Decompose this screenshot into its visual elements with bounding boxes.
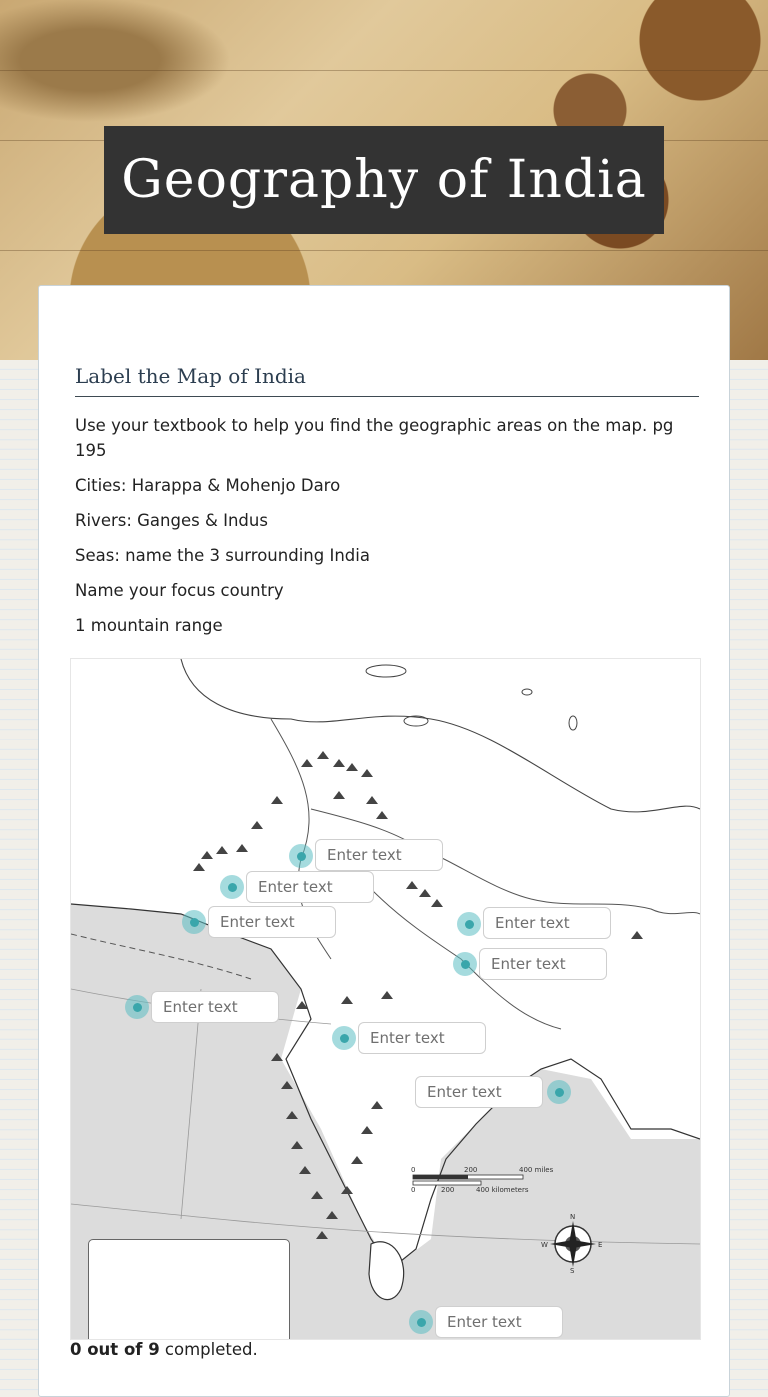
label-input-1[interactable] [315, 839, 443, 871]
label-hotspot-8[interactable] [547, 1080, 571, 1104]
label-hotspot-4[interactable] [457, 912, 481, 936]
instruction-line: 1 mountain range [75, 616, 223, 635]
svg-text:0: 0 [411, 1166, 416, 1174]
label-input-3[interactable] [208, 906, 336, 938]
label-input-4[interactable] [483, 907, 611, 939]
label-input-9[interactable] [435, 1306, 563, 1338]
svg-text:0: 0 [411, 1186, 416, 1194]
progress-text [70, 1340, 258, 1359]
svg-text:W: W [541, 1241, 548, 1249]
label-hotspot-5[interactable] [453, 952, 477, 976]
label-input-8[interactable] [415, 1076, 543, 1108]
section-title: Label the Map of India [75, 364, 699, 397]
label-input-5[interactable] [479, 948, 607, 980]
label-hotspot-2[interactable] [220, 875, 244, 899]
label-hotspot-9[interactable] [409, 1310, 433, 1334]
svg-text:200: 200 [464, 1166, 478, 1174]
worksheet-card [38, 285, 730, 1397]
svg-text:N: N [570, 1213, 576, 1221]
svg-text:200: 200 [441, 1186, 455, 1194]
label-hotspot-6[interactable] [125, 995, 149, 1019]
progress-suffix: completed. [159, 1340, 258, 1359]
instruction-line: Use your textbook to help you find the geographic areas on the map. pg 195 [75, 416, 674, 460]
instruction-line: Name your focus country [75, 581, 284, 600]
progress-count: 0 out of 9 [70, 1340, 160, 1359]
svg-text:400 miles: 400 miles [519, 1166, 554, 1174]
label-input-7[interactable] [358, 1022, 486, 1054]
instruction-line: Seas: name the 3 surrounding India [75, 546, 370, 565]
india-map [70, 658, 701, 1340]
label-hotspot-1[interactable] [289, 844, 313, 868]
label-hotspot-3[interactable] [182, 910, 206, 934]
instruction-line: Cities: Harappa & Mohenjo Daro [75, 476, 341, 495]
title-box [104, 126, 664, 234]
svg-text:E: E [598, 1241, 603, 1249]
label-input-2[interactable] [246, 871, 374, 903]
page-title: Geography of India [121, 150, 647, 210]
label-input-6[interactable] [151, 991, 279, 1023]
svg-text:S: S [570, 1267, 575, 1275]
svg-text:400 kilometers: 400 kilometers [476, 1186, 529, 1194]
label-hotspot-7[interactable] [332, 1026, 356, 1050]
map-legend-box [88, 1239, 290, 1340]
instruction-line: Rivers: Ganges & Indus [75, 511, 268, 530]
